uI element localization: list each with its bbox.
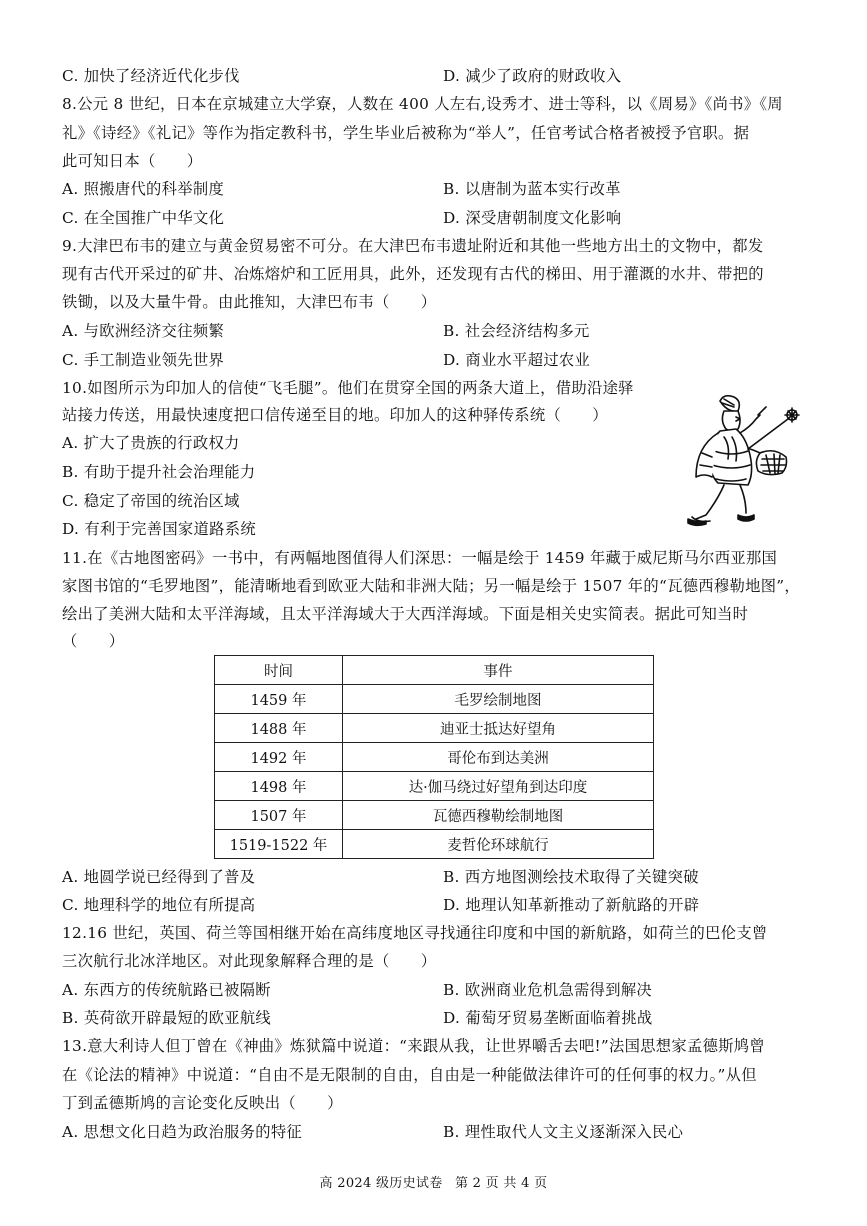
q11-option-a: A. 地圆学说已经得到了普及 [62, 868, 256, 886]
table-cell-event: 毛罗绘制地图 [343, 685, 654, 714]
q9-option-c: C. 手工制造业领先世界 [62, 351, 225, 369]
q12-option-b: B. 欧洲商业危机急需得到解决 [443, 981, 653, 999]
q7-option-c: C. 加快了经济近代化步伐 [62, 67, 240, 85]
history-events-table [214, 655, 654, 859]
table-cell-event: 瓦德西穆勒绘制地图 [343, 801, 654, 830]
q11-option-b: B. 西方地图测绘技术取得了关键突破 [443, 868, 699, 886]
table-cell-time: 1498 年 [215, 772, 343, 801]
q12-option-c: B. 英荷欲开辟最短的欧亚航线 [62, 1009, 272, 1027]
q10-stem-line-1: 10.如图所示为印加人的信使“飞毛腿”。他们在贯穿全国的两条大道上，借助沿途驿 [62, 379, 634, 397]
q13-stem-line-1: 13.意大利诗人但丁曾在《神曲》炼狱篇中说道：“来跟从我，让世界嚼舌去吧!”法国思想家孟德斯鸠曾 [62, 1037, 765, 1055]
table-header-event: 事件 [343, 656, 654, 685]
q11-stem-line-3: 绘出了美洲大陆和太平洋海域，且太平洋海域大于大西洋海域。下面是相关史实简表。据此可知当时 [62, 605, 749, 623]
q10-option-b: B. 有助于提升社会治理能力 [62, 463, 256, 481]
table-cell-event: 迪亚士抵达好望角 [343, 714, 654, 743]
table-cell-time: 1507 年 [215, 801, 343, 830]
table-row [215, 772, 654, 801]
q10-stem-line-2: 站接力传送，用最快速度把口信传递至目的地。印加人的这种驿传系统（ ） [62, 406, 608, 424]
table-cell-time: 1492 年 [215, 743, 343, 772]
table-cell-event: 哥伦布到达美洲 [343, 743, 654, 772]
q11-option-c: C. 地理科学的地位有所提高 [62, 896, 256, 914]
q12-option-d: D. 葡萄牙贸易垄断面临着挑战 [443, 1009, 653, 1027]
footer-exam-title: 高 2024 级历史试卷 [319, 1176, 443, 1191]
table-header-time: 时间 [215, 656, 343, 685]
table-row [215, 685, 654, 714]
q13-stem-line-2: 在《论法的精神》中说道：“自由不是无限制的自由，自由是一种能做法律许可的任何事的权力。”从但 [62, 1066, 757, 1084]
q13-option-b: B. 理性取代人文主义逐渐深入民心 [443, 1123, 684, 1141]
q13-option-a: A. 思想文化日趋为政治服务的特征 [62, 1123, 303, 1141]
table-row [215, 714, 654, 743]
table-row [215, 801, 654, 830]
table-row [215, 830, 654, 859]
q10-option-d: D. 有利于完善国家道路系统 [62, 520, 256, 538]
q8-stem-line-2: 礼》《诗经》《礼记》等作为指定教科书，学生毕业后被称为“举人”，任官考试合格者被授予官职。据 [62, 124, 750, 142]
q13-stem-line-3: 丁到孟德斯鸠的言论变化反映出（ ） [62, 1094, 343, 1112]
q9-stem-line-1: 9.大津巴布韦的建立与黄金贸易密不可分。在大津巴布韦遗址附近和其他一些地方出土的文物中，都发 [62, 237, 764, 255]
q9-option-b: B. 社会经济结构多元 [443, 322, 590, 340]
q8-option-a: A. 照搬唐代的科举制度 [62, 180, 225, 198]
q12-option-a: A. 东西方的传统航路已被隔断 [62, 981, 271, 999]
q11-option-d: D. 地理认知革新推动了新航路的开辟 [443, 896, 700, 914]
q8-option-d: D. 深受唐朝制度文化影响 [443, 209, 622, 227]
q8-option-b: B. 以唐制为蓝本实行改革 [443, 180, 621, 198]
q9-stem-line-3: 铁锄，以及大量牛骨。由此推知，大津巴布韦（ ） [62, 293, 437, 311]
page-footer [0, 1172, 867, 1191]
table-header-row [215, 656, 654, 685]
q10-option-c: C. 稳定了帝国的统治区域 [62, 492, 240, 510]
q12-stem-line-2: 三次航行北冰洋地区。对此现象解释合理的是（ ） [62, 952, 437, 970]
q8-option-c: C. 在全国推广中华文化 [62, 209, 225, 227]
table-cell-time: 1488 年 [215, 714, 343, 743]
q7-option-d: D. 减少了政府的财政收入 [443, 67, 622, 85]
table-cell-time: 1519-1522 年 [215, 830, 343, 859]
q12-stem-line-1: 12.16 世纪，英国、荷兰等国相继开始在高纬度地区寻找通往印度和中国的新航路，如荷兰的巴伦支曾 [62, 924, 768, 942]
footer-page-number: 第 2 页 共 4 页 [454, 1176, 548, 1191]
table-cell-event: 达·伽马绕过好望角到达印度 [343, 772, 654, 801]
inca-messenger-illustration [662, 393, 807, 528]
q11-stem-line-4: （ ） [62, 632, 125, 650]
q9-option-d: D. 商业水平超过农业 [443, 351, 591, 369]
table-cell-event: 麦哲伦环球航行 [343, 830, 654, 859]
q11-stem-line-1: 11.在《古地图密码》一书中，有两幅地图值得人们深思：一幅是绘于 1459 年藏于威尼斯马尔西亚那国 [62, 549, 778, 567]
q9-stem-line-2: 现有古代开采过的矿井、冶炼熔炉和工匠用具，此外，还发现有古代的梯田、用于灌溉的水井、带把的 [62, 265, 764, 283]
table-cell-time: 1459 年 [215, 685, 343, 714]
q9-option-a: A. 与欧洲经济交往频繁 [62, 322, 225, 340]
table-row [215, 743, 654, 772]
q10-option-a: A. 扩大了贵族的行政权力 [62, 434, 240, 452]
q11-stem-line-2: 家图书馆的“毛罗地图”，能清晰地看到欧亚大陆和非洲大陆；另一幅是绘于 1507 年的“瓦德西穆勒地图”， [62, 577, 801, 595]
q8-stem-line-1: 8.公元 8 世纪，日本在京城建立大学寮，人数在 400 人左右,设秀才、进士等科，以《周易》《尚书》《周 [62, 95, 783, 113]
q8-stem-line-3: 此可知日本（ ） [62, 152, 203, 170]
